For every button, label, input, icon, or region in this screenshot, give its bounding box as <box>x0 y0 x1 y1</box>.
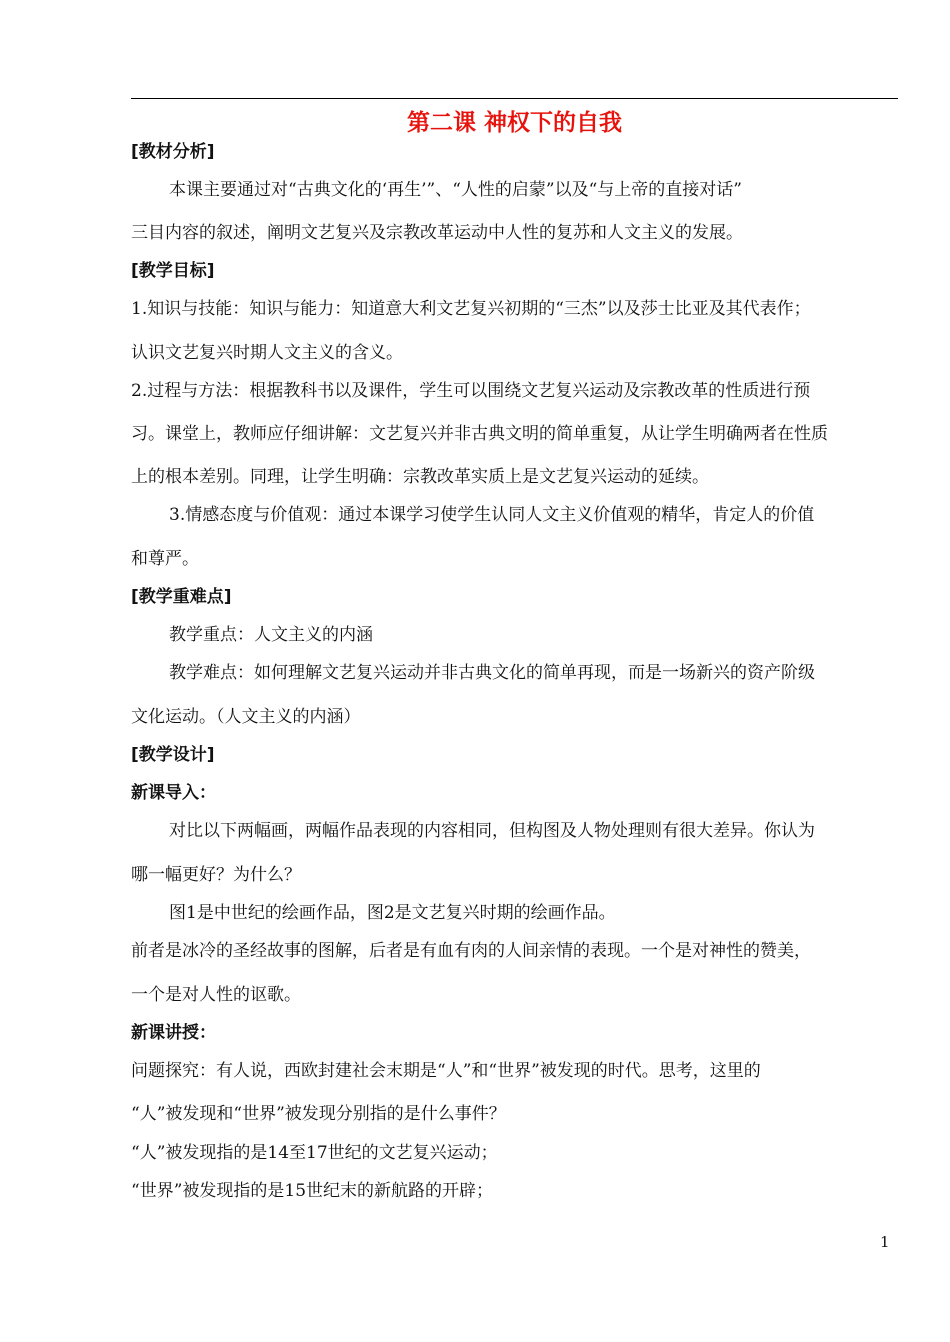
subheading-new-lesson-intro: 新课导入： <box>131 783 216 803</box>
page-number: 1 <box>880 1233 890 1251</box>
paragraph-line: 三目内容的叙述，阐明文艺复兴及宗教改革运动中人性的复苏和人文主义的发展。 <box>131 223 743 243</box>
paragraph-line: 文化运动。（人文主义的内涵） <box>131 707 361 727</box>
section-heading-material-analysis: [教材分析] <box>131 142 215 162</box>
paragraph-line: 问题探究：有人说，西欧封建社会末期是“人”和“世界”被发现的时代。思考，这里的 <box>131 1061 761 1081</box>
paragraph-line: 1.知识与技能：知识与能力：知道意大利文艺复兴初期的“三杰”以及莎士比亚及其代表作； <box>131 299 811 319</box>
paragraph-line: 图1是中世纪的绘画作品，图2是文艺复兴时期的绘画作品。 <box>169 903 616 923</box>
paragraph-line: 3.情感态度与价值观：通过本课学习使学生认同人文主义价值观的精华，肯定人的价值 <box>169 505 815 525</box>
section-heading-teaching-goals: [教学目标] <box>131 261 215 281</box>
section-heading-teaching-design: [教学设计] <box>131 745 215 765</box>
paragraph-line: 教学重点：人文主义的内涵 <box>169 625 373 645</box>
paragraph-line: “人”被发现指的是14至17世纪的文艺复兴运动； <box>131 1143 498 1163</box>
paragraph-line: 对比以下两幅画，两幅作品表现的内容相同，但构图及人物处理则有很大差异。你认为 <box>169 821 815 841</box>
paragraph-line: 教学难点：如何理解文艺复兴运动并非古典文化的简单再现，而是一场新兴的资产阶级 <box>169 663 815 683</box>
paragraph-line: 2.过程与方法：根据教科书以及课件，学生可以围绕文艺复兴运动及宗教改革的性质进行预 <box>131 381 811 401</box>
paragraph-line: 哪一幅更好？为什么？ <box>131 865 301 885</box>
paragraph-line: 上的根本差别。同理，让学生明确：宗教改革实质上是文艺复兴运动的延续。 <box>131 467 709 487</box>
page-title: 第二课 神权下的自我 <box>406 110 622 136</box>
paragraph-line: “世界”被发现指的是15世纪末的新航路的开辟； <box>131 1181 494 1201</box>
paragraph-line: 前者是冰冷的圣经故事的图解，后者是有血有肉的人间亲情的表现。一个是对神性的赞美， <box>131 941 811 961</box>
paragraph-line: 一个是对人性的讴歌。 <box>131 985 301 1005</box>
paragraph-line: 认识文艺复兴时期人文主义的含义。 <box>131 343 403 363</box>
paragraph-line: 本课主要通过对“古典文化的‘再生’”、“人性的启蒙”以及“与上帝的直接对话” <box>169 180 742 200</box>
header-rule <box>131 98 898 99</box>
subheading-new-lesson-teaching: 新课讲授： <box>131 1023 216 1043</box>
paragraph-line: 和尊严。 <box>131 549 199 569</box>
paragraph-line: “人”被发现和“世界”被发现分别指的是什么事件？ <box>131 1104 506 1124</box>
paragraph-line: 习。课堂上，教师应仔细讲解：文艺复兴并非古典文明的简单重复，从让学生明确两者在性质 <box>131 424 828 444</box>
section-heading-key-points: [教学重难点] <box>131 587 232 607</box>
